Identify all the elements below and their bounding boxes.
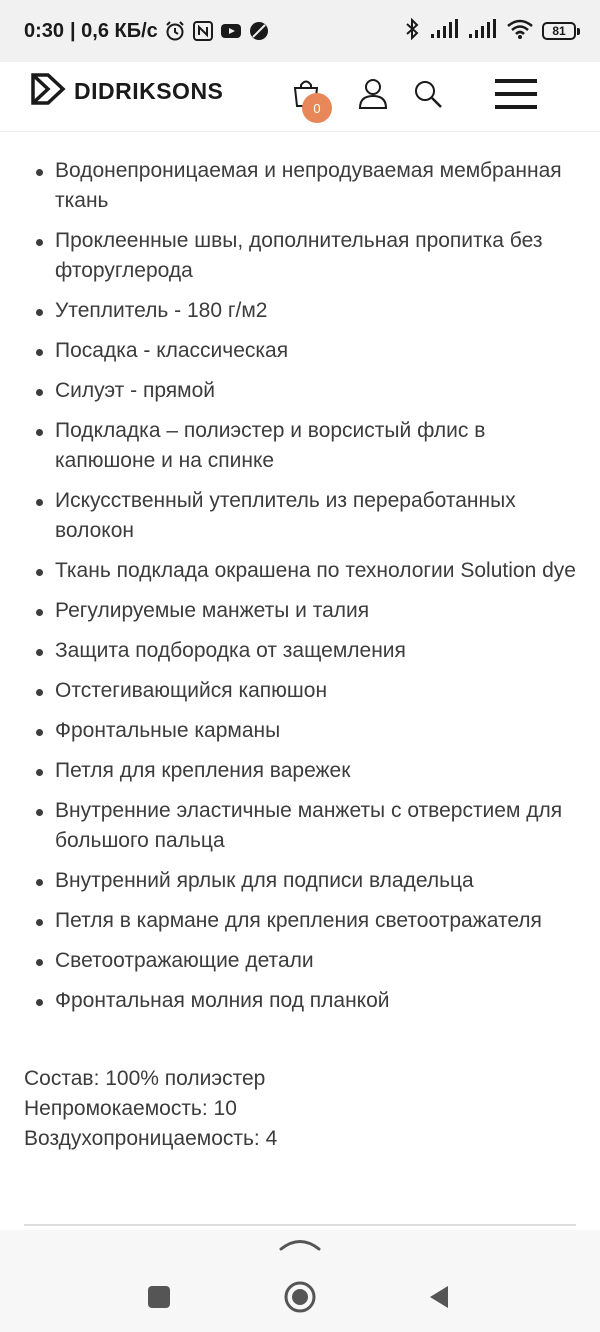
logo-text: DIDRIKSONS: [74, 78, 224, 104]
feature-item: Регулируемые манжеты и талия: [0, 596, 600, 626]
search-icon[interactable]: [410, 74, 446, 114]
battery-level: 81: [552, 24, 566, 38]
spec-composition: Состав: 100% полиэстер: [24, 1067, 266, 1090]
logo[interactable]: [30, 72, 223, 111]
features-list: [0, 132, 600, 1016]
cart-badge[interactable]: 0: [302, 93, 332, 123]
site-header: [0, 62, 600, 132]
feature-item: Фронтальные карманы: [0, 716, 600, 746]
feature-item: Проклеенные швы, дополнительная пропитка без фторуглерода: [0, 226, 600, 286]
status-right: [402, 18, 576, 45]
wifi-icon: [506, 18, 534, 45]
status-bar: [0, 0, 600, 62]
feature-item: Фронтальная молния под планкой: [0, 986, 600, 1016]
nfc-icon: [192, 20, 214, 42]
spec-breathability: Воздухопроницаемость: 4: [24, 1127, 278, 1150]
feature-item: Искусственный утеплитель из переработанных волокон: [0, 486, 600, 546]
back-button[interactable]: [426, 1284, 452, 1310]
feature-item: Внутренний ярлык для подписи владельца: [0, 866, 600, 896]
navigation-bar: [0, 1230, 600, 1332]
feature-item: Посадка - классическая: [0, 336, 600, 366]
home-button[interactable]: [283, 1280, 317, 1314]
feature-item: Водонепроницаемая и непродуваемая мембранная ткань: [0, 156, 600, 216]
recents-button[interactable]: [146, 1284, 172, 1310]
swipe-up-icon[interactable]: [278, 1236, 322, 1252]
feature-item: Светоотражающие детали: [0, 946, 600, 976]
status-left: [24, 20, 270, 43]
signal-icon: [468, 19, 498, 44]
feature-item: Отстегивающийся капюшон: [0, 676, 600, 706]
feature-item: Защита подбородка от защемления: [0, 636, 600, 666]
signal-icon: [430, 19, 460, 44]
feature-item: Петля в кармане для крепления светоотражателя: [0, 906, 600, 936]
spec-waterproof: Непромокаемость: 10: [24, 1097, 237, 1120]
bluetooth-icon: [402, 18, 422, 45]
alarm-icon: [164, 20, 186, 42]
logo-mark-icon: [30, 72, 66, 111]
feature-item: Ткань подклада окрашена по технологии Solution dye: [0, 556, 600, 586]
battery-icon: [542, 22, 576, 40]
status-time: 0:30: [24, 19, 65, 42]
divider: [24, 1224, 576, 1226]
feature-item: Силуэт - прямой: [0, 376, 600, 406]
specs: [0, 1026, 600, 1154]
feature-item: Утеплитель - 180 г/м2: [0, 296, 600, 326]
feature-item: Подкладка – полиэстер и ворсистый флис в капюшоне и на спинке: [0, 416, 600, 476]
feature-item: Внутренние эластичные манжеты с отверстием для большого пальца: [0, 796, 600, 856]
youtube-icon: [220, 20, 242, 42]
mute-icon: [248, 20, 270, 42]
user-icon[interactable]: [355, 74, 391, 114]
product-description: [0, 132, 600, 1154]
network-speed: | 0,6 КБ/с: [70, 19, 158, 42]
menu-icon[interactable]: [492, 74, 540, 114]
feature-item: Петля для крепления варежек: [0, 756, 600, 786]
